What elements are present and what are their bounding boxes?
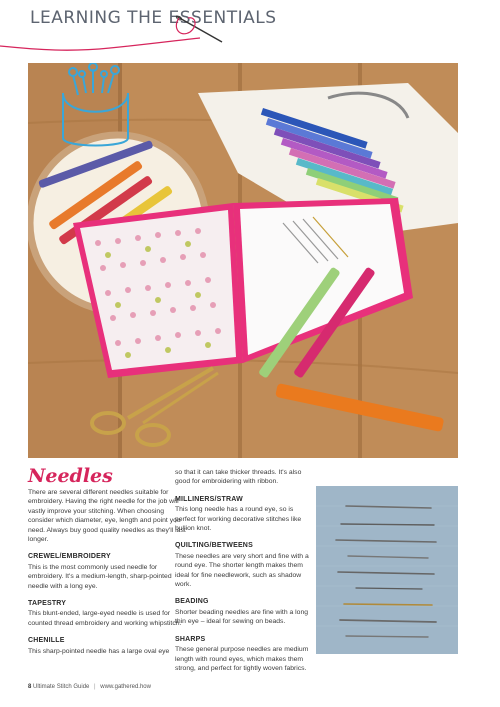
footer-separator: | [94,684,96,690]
text-column-2 [175,468,313,681]
hero-photo [28,63,458,458]
page-footer [28,684,151,690]
entry-text: This sharp-pointed needle has a large oval eye [28,647,170,655]
section-heading: Needles [28,465,113,487]
entry-title: MILLINERS/STRAW [175,495,243,503]
entry-title: BEADING [175,598,209,606]
text-column-1 [28,488,190,664]
entry-title: CREWEL/EMBROIDERY [28,553,111,561]
publication-name: Ultimate Stitch Guide [33,684,90,690]
page-number: 8 [28,684,32,690]
entry-title: QUILTING/BETWEENS [175,542,253,550]
intro-paragraph: There are several different needles suitable for embroidery. Having the right needle for the job will vastly improve your stitching. When choosing consider which diameter, eye, length and point you need. Always buy good quality needles as they'll last longer. [28,489,186,544]
entry-title: SHARPS [175,635,206,643]
entry-text: This blunt-ended, large-eyed needle is used for counted thread embroidery and working whipstitch. [28,610,182,627]
entry-text: This is the most commonly used needle for embroidery. It's a medium-length, sharp-pointed needle with a long eye. [28,563,172,590]
entry-title: CHENILLE [28,637,65,645]
needles-on-linen-photo [316,486,458,654]
entry-text: These general purpose needles are medium length with round eyes, which makes them strong, and perfect for tightly woven fabrics. [175,646,309,672]
entry-text: This long needle has a round eye, so is perfect for working decorative stitches like bullion knot. [175,506,302,533]
entry-text-continued: so that it can take thicker threads. It's also good for embroidering with ribbon. [175,469,302,486]
entry-text: These needles are very short and fine with a round eye. The shorter length makes them ideal for fine needlework, such as shadow work. [175,552,309,589]
page-header-title: LEARNING THE ESSENTIALS [30,8,277,28]
website-link[interactable]: www.gathered.how [100,684,151,690]
needle-thread-icon [170,6,230,51]
entry-text: Shorter beading needles are fine with a long thin eye – ideal for sewing on beads. [175,608,309,626]
entry-title: TAPESTRY [28,600,67,608]
